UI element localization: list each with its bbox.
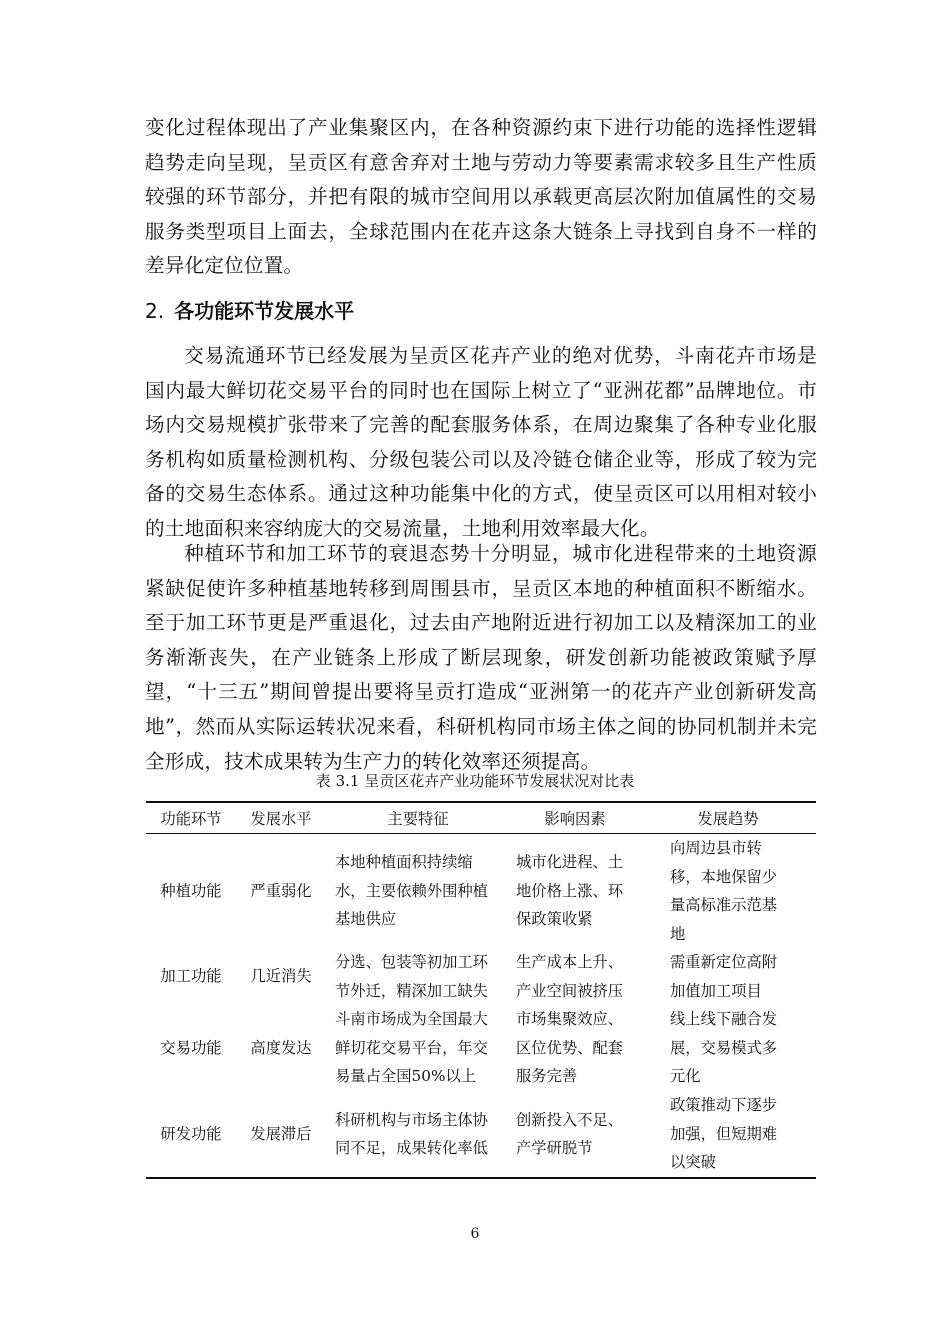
- cell-level: 高度发达: [250, 1038, 312, 1057]
- cell-function: 研发功能: [160, 1124, 222, 1143]
- body-paragraph-2: 交易流通环节已经发展为呈贡区花卉产业的绝对优势，斗南花卉市场是国内最大鲜切花交易平台的同时也在国际上树立了“亚洲花都”品牌地位。市场内交易规模扩张带来了完善的配套服务体系，在周边聚集了各种专业化服务机构如质量检测机构、分级包装公司以及冷链仓储企业等，形成了较为完备的交易生态体系。通过这种功能集中化的方式，使呈贡区可以用相对较小的土地面积来容纳庞大的交易流量，土地利用效率最大化。: [145, 344, 817, 540]
- section-number: 2.: [145, 299, 165, 323]
- header-level: 发展水平: [250, 810, 312, 828]
- cell-trend: [640, 948, 816, 1005]
- cell-factors: [510, 1005, 640, 1091]
- cell-trend-text: 需重新定位高附加值加工项目: [670, 953, 778, 1000]
- cell-factors: [510, 1091, 640, 1178]
- cell-trend-text: 政策推动下逐步加强，但短期难以突破: [670, 1096, 778, 1172]
- table-row: [146, 948, 816, 1005]
- cell-trend: [640, 1091, 816, 1178]
- cell-function: 交易功能: [160, 1038, 222, 1057]
- header-trend: 发展趋势: [697, 810, 759, 828]
- cell-features-text: 分选、包装等初加工环节外迁，精深加工缺失: [335, 953, 488, 1000]
- page-number: 6: [470, 1226, 480, 1242]
- cell-trend: [640, 834, 816, 949]
- cell-features: [326, 948, 510, 1005]
- cell-factors: [510, 834, 640, 949]
- cell-factors-text: 市场集聚效应、区位优势、配套服务完善: [516, 1010, 624, 1086]
- table-row: [146, 834, 816, 949]
- header-function: 功能环节: [160, 810, 222, 828]
- table-header-row: [146, 802, 816, 834]
- header-factors: 影响因素: [544, 810, 606, 828]
- cell-trend-text: 向周边县市转移，本地保留少量高标准示范基地: [670, 839, 778, 943]
- section-heading: [145, 296, 354, 326]
- comparison-table: [146, 801, 816, 1179]
- cell-features: [326, 834, 510, 949]
- cell-trend-text: 线上线下融合发展，交易模式多元化: [670, 1010, 778, 1086]
- cell-factors-text: 生产成本上升、产业空间被挤压: [516, 953, 624, 1000]
- table-caption: 表 3.1 呈贡区花卉产业功能环节发展状况对比表: [315, 772, 635, 790]
- cell-function: 种植功能: [160, 881, 222, 900]
- cell-features-text: 科研机构与市场主体协同不足，成果转化率低: [335, 1110, 488, 1157]
- section-title: 各功能环节发展水平: [174, 299, 355, 323]
- body-paragraph-1: 变化过程体现出了产业集聚区内，在各种资源约束下进行功能的选择性逻辑趋势走向呈现，呈贡区有意舍弃对土地与劳动力等要素需求较多且生产性质较强的环节部分，并把有限的城市空间用以承载更高层次附加值属性的交易服务类型项目上面去，全球范围内在花卉这条大链条上寻找到自身不一样的差异化定位位置。: [145, 116, 817, 278]
- cell-features: [326, 1005, 510, 1091]
- cell-factors-text: 创新投入不足、产学研脱节: [516, 1110, 624, 1157]
- body-paragraph-3: 种植环节和加工环节的衰退态势十分明显，城市化进程带来的土地资源紧缺促使许多种植基地转移到周围县市，呈贡区本地的种植面积不断缩水。至于加工环节更是严重退化，过去由产地附近进行初加工以及精深加工的业务渐渐丧失，在产业链条上形成了断层现象，研发创新功能被政策赋予厚望，“十三五”期间曾提出要将呈贡打造成“亚洲第一的花卉产业创新研发高地”，然而从实际运转状况来看，科研机构同市场主体之间的协同机制并未完全形成，技术成果转为生产力的转化效率还须提高。: [145, 542, 817, 773]
- header-features: 主要特征: [387, 810, 449, 828]
- cell-factors: [510, 948, 640, 1005]
- cell-features: [326, 1091, 510, 1178]
- cell-features-text: 本地种植面积持续缩水，主要依赖外围种植基地供应: [335, 853, 488, 929]
- cell-features-text: 斗南市场成为全国最大鲜切花交易平台，年交易量占全国50%以上: [335, 1010, 488, 1086]
- cell-function: 加工功能: [160, 967, 222, 986]
- cell-level: 几近消失: [250, 967, 312, 986]
- cell-level: 发展滞后: [250, 1124, 312, 1143]
- cell-level: 严重弱化: [250, 881, 312, 900]
- table-row: [146, 1005, 816, 1091]
- cell-factors-text: 城市化进程、土地价格上涨、环保政策收紧: [516, 853, 624, 929]
- table-row: [146, 1091, 816, 1178]
- cell-trend: [640, 1005, 816, 1091]
